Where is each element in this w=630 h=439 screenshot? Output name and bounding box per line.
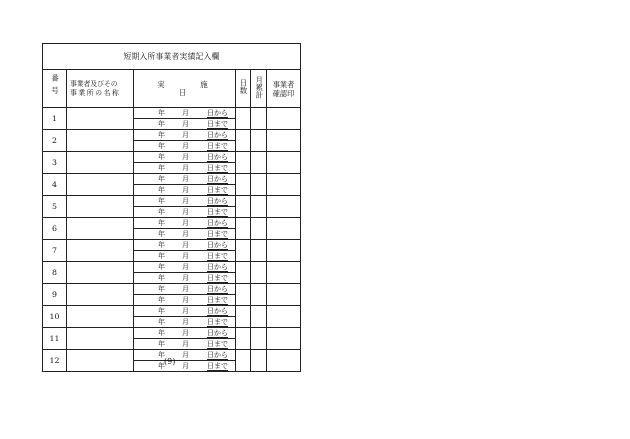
row-number: 7	[43, 240, 67, 262]
header-provider-name: 事業者及びその 事業所の名称	[67, 70, 134, 108]
table-row	[43, 284, 301, 295]
days-cell[interactable]	[236, 328, 251, 350]
form-title: 短期入所事業者実績記入欄	[43, 44, 301, 70]
table-row	[43, 196, 301, 207]
monthly-total-cell[interactable]	[251, 284, 267, 306]
year-label: 年	[158, 119, 165, 128]
month-label: 月	[182, 284, 189, 293]
provider-name-cell[interactable]	[67, 130, 134, 152]
from-label: 日から	[207, 196, 228, 205]
from-label: 日から	[207, 130, 228, 139]
days-cell[interactable]	[236, 284, 251, 306]
to-label: 日まで	[207, 207, 228, 216]
header-period: 実 施 日	[134, 70, 236, 108]
to-label: 日まで	[207, 229, 228, 238]
date-to-cell[interactable]	[134, 229, 236, 240]
days-cell[interactable]	[236, 196, 251, 218]
monthly-total-cell[interactable]	[251, 262, 267, 284]
seal-cell[interactable]	[267, 130, 301, 152]
days-cell[interactable]	[236, 108, 251, 130]
year-label: 年	[158, 306, 165, 315]
to-label: 日まで	[207, 251, 228, 260]
month-label: 月	[182, 306, 189, 315]
row-number: 3	[43, 152, 67, 174]
date-to-cell[interactable]	[134, 317, 236, 328]
year-label: 年	[158, 295, 165, 304]
monthly-total-cell[interactable]	[251, 196, 267, 218]
date-to-cell[interactable]	[134, 361, 236, 372]
year-label: 年	[158, 130, 165, 139]
row-number: 12	[43, 350, 67, 372]
year-label: 年	[158, 152, 165, 161]
date-from-cell[interactable]	[134, 350, 236, 361]
month-label: 月	[182, 185, 189, 194]
date-from-cell[interactable]	[134, 284, 236, 295]
days-cell[interactable]	[236, 262, 251, 284]
month-label: 月	[182, 229, 189, 238]
date-to-cell[interactable]	[134, 339, 236, 350]
table-row	[43, 306, 301, 317]
year-label: 年	[158, 229, 165, 238]
header-days: 日数	[236, 70, 251, 108]
monthly-total-cell[interactable]	[251, 218, 267, 240]
date-to-cell[interactable]	[134, 251, 236, 262]
to-label: 日まで	[207, 163, 228, 172]
month-label: 月	[182, 251, 189, 260]
year-label: 年	[158, 108, 165, 117]
monthly-total-cell[interactable]	[251, 174, 267, 196]
record-rows	[43, 108, 301, 372]
date-to-cell[interactable]	[134, 273, 236, 284]
from-label: 日から	[207, 350, 228, 359]
to-label: 日まで	[207, 361, 228, 370]
date-to-cell[interactable]	[134, 163, 236, 174]
date-from-cell[interactable]	[134, 262, 236, 273]
from-label: 日から	[207, 306, 228, 315]
seal-cell[interactable]	[267, 196, 301, 218]
record-table	[42, 43, 301, 372]
to-label: 日まで	[207, 339, 228, 348]
row-number: 11	[43, 328, 67, 350]
year-label: 年	[158, 174, 165, 183]
page-number: (9)	[164, 357, 176, 366]
days-cell[interactable]	[236, 174, 251, 196]
seal-cell[interactable]	[267, 350, 301, 372]
row-number: 10	[43, 306, 67, 328]
month-label: 月	[182, 361, 189, 370]
year-label: 年	[158, 339, 165, 348]
month-label: 月	[182, 295, 189, 304]
monthly-total-cell[interactable]	[251, 130, 267, 152]
from-label: 日から	[207, 152, 228, 161]
provider-name-cell[interactable]	[67, 174, 134, 196]
date-to-cell[interactable]	[134, 207, 236, 218]
monthly-total-cell[interactable]	[251, 152, 267, 174]
header-number: 番号	[43, 70, 67, 108]
seal-cell[interactable]	[267, 152, 301, 174]
to-label: 日まで	[207, 119, 228, 128]
year-label: 年	[158, 350, 165, 359]
year-label: 年	[158, 196, 165, 205]
month-label: 月	[182, 273, 189, 282]
seal-cell[interactable]	[267, 174, 301, 196]
provider-name-cell[interactable]	[67, 262, 134, 284]
date-from-cell[interactable]	[134, 306, 236, 317]
month-label: 月	[182, 108, 189, 117]
seal-cell[interactable]	[267, 218, 301, 240]
year-label: 年	[158, 262, 165, 271]
seal-cell[interactable]	[267, 108, 301, 130]
seal-cell[interactable]	[267, 284, 301, 306]
date-to-cell[interactable]	[134, 141, 236, 152]
to-label: 日まで	[207, 317, 228, 326]
provider-name-cell[interactable]	[67, 196, 134, 218]
row-number: 1	[43, 108, 67, 130]
from-label: 日から	[207, 328, 228, 337]
year-label: 年	[158, 284, 165, 293]
table-row	[43, 218, 301, 229]
table-row	[43, 262, 301, 273]
provider-name-cell[interactable]	[67, 350, 134, 372]
provider-name-cell[interactable]	[67, 240, 134, 262]
table-row	[43, 240, 301, 251]
month-label: 月	[182, 119, 189, 128]
days-cell[interactable]	[236, 240, 251, 262]
to-label: 日まで	[207, 185, 228, 194]
monthly-total-cell[interactable]	[251, 350, 267, 372]
date-from-cell[interactable]	[134, 130, 236, 141]
days-cell[interactable]	[236, 152, 251, 174]
days-cell[interactable]	[236, 350, 251, 372]
row-number: 9	[43, 284, 67, 306]
date-from-cell[interactable]	[134, 152, 236, 163]
table-row	[43, 174, 301, 185]
month-label: 月	[182, 317, 189, 326]
date-from-cell[interactable]	[134, 108, 236, 119]
row-number: 8	[43, 262, 67, 284]
year-label: 年	[158, 361, 165, 370]
month-label: 月	[182, 141, 189, 150]
year-label: 年	[158, 207, 165, 216]
date-from-cell[interactable]	[134, 240, 236, 251]
table-row	[43, 130, 301, 141]
record-form	[42, 43, 300, 372]
month-label: 月	[182, 152, 189, 161]
date-to-cell[interactable]	[134, 295, 236, 306]
row-number: 4	[43, 174, 67, 196]
provider-name-cell[interactable]	[67, 328, 134, 350]
month-label: 月	[182, 207, 189, 216]
provider-name-cell[interactable]	[67, 152, 134, 174]
header-seal: 事業者 確認印	[267, 70, 301, 108]
from-label: 日から	[207, 174, 228, 183]
row-number: 5	[43, 196, 67, 218]
month-label: 月	[182, 240, 189, 249]
month-label: 月	[182, 196, 189, 205]
monthly-total-cell[interactable]	[251, 240, 267, 262]
year-label: 年	[158, 185, 165, 194]
to-label: 日まで	[207, 295, 228, 304]
year-label: 年	[158, 163, 165, 172]
monthly-total-cell[interactable]	[251, 328, 267, 350]
from-label: 日から	[207, 284, 228, 293]
table-row	[43, 108, 301, 119]
days-cell[interactable]	[236, 218, 251, 240]
header-row	[43, 70, 301, 108]
year-label: 年	[158, 218, 165, 227]
date-from-cell[interactable]	[134, 196, 236, 207]
seal-cell[interactable]	[267, 240, 301, 262]
date-to-cell[interactable]	[134, 119, 236, 130]
provider-name-cell[interactable]	[67, 108, 134, 130]
month-label: 月	[182, 163, 189, 172]
year-label: 年	[158, 317, 165, 326]
row-number: 6	[43, 218, 67, 240]
from-label: 日から	[207, 108, 228, 117]
days-cell[interactable]	[236, 130, 251, 152]
year-label: 年	[158, 141, 165, 150]
monthly-total-cell[interactable]	[251, 306, 267, 328]
month-label: 月	[182, 218, 189, 227]
header-monthly-total: 月累計	[251, 70, 267, 108]
days-cell[interactable]	[236, 306, 251, 328]
provider-name-cell[interactable]	[67, 306, 134, 328]
seal-cell[interactable]	[267, 306, 301, 328]
month-label: 月	[182, 174, 189, 183]
year-label: 年	[158, 240, 165, 249]
date-from-cell[interactable]	[134, 174, 236, 185]
date-to-cell[interactable]	[134, 185, 236, 196]
from-label: 日から	[207, 262, 228, 271]
date-from-cell[interactable]	[134, 328, 236, 339]
year-label: 年	[158, 328, 165, 337]
month-label: 月	[182, 262, 189, 271]
monthly-total-cell[interactable]	[251, 108, 267, 130]
to-label: 日まで	[207, 273, 228, 282]
month-label: 月	[182, 328, 189, 337]
month-label: 月	[182, 350, 189, 359]
to-label: 日まで	[207, 141, 228, 150]
provider-name-cell[interactable]	[67, 284, 134, 306]
year-label: 年	[158, 251, 165, 260]
seal-cell[interactable]	[267, 262, 301, 284]
table-row	[43, 152, 301, 163]
table-row	[43, 328, 301, 339]
from-label: 日から	[207, 240, 228, 249]
month-label: 月	[182, 130, 189, 139]
row-number: 2	[43, 130, 67, 152]
month-label: 月	[182, 339, 189, 348]
from-label: 日から	[207, 218, 228, 227]
year-label: 年	[158, 273, 165, 282]
seal-cell[interactable]	[267, 328, 301, 350]
date-from-cell[interactable]	[134, 218, 236, 229]
provider-name-cell[interactable]	[67, 218, 134, 240]
